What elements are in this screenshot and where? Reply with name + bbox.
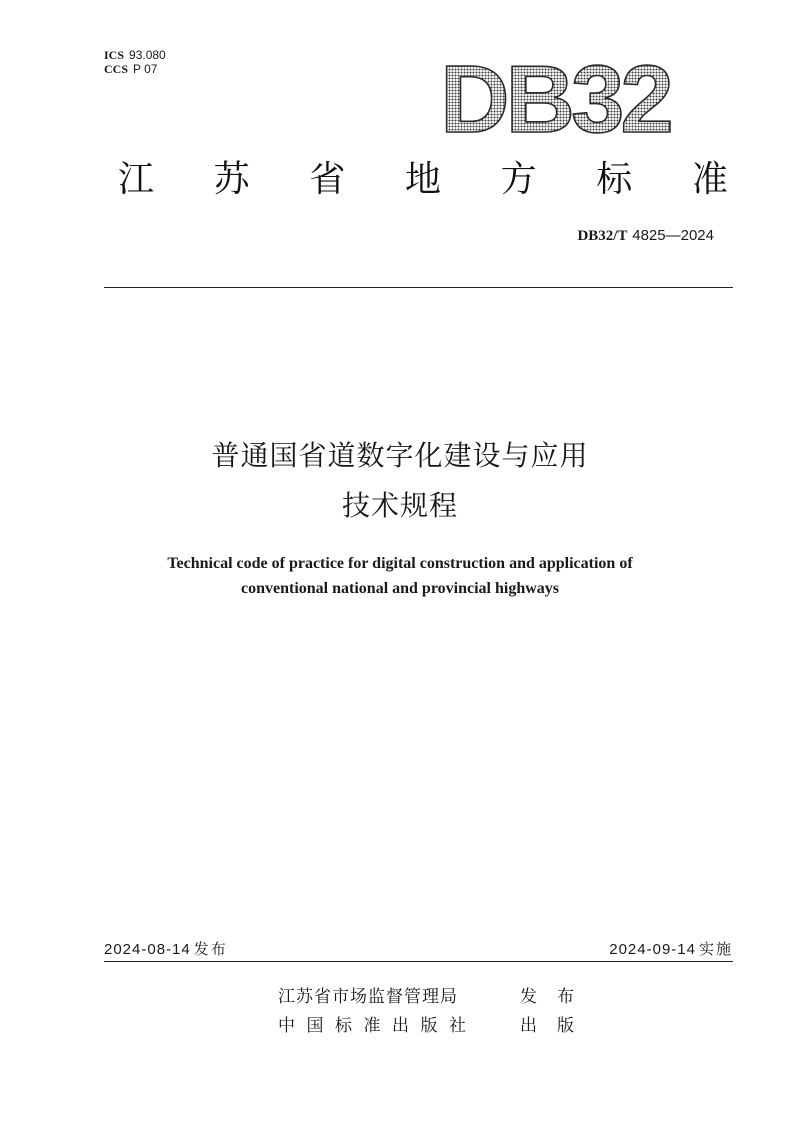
standard-type-char: 方 bbox=[500, 159, 537, 200]
standard-number-value: 4825—2024 bbox=[632, 227, 714, 244]
publisher-line bbox=[278, 1014, 594, 1038]
publisher-name: 中国标准出版社 bbox=[278, 1016, 478, 1036]
publish-date bbox=[104, 938, 228, 961]
standard-number-prefix: DB32/T bbox=[577, 228, 628, 244]
implement-date-label: 实施 bbox=[698, 940, 733, 958]
issuer-line bbox=[278, 985, 594, 1009]
implement-date bbox=[609, 938, 733, 961]
ics-code bbox=[104, 49, 166, 62]
standard-type-char: 标 bbox=[596, 159, 633, 200]
standard-type-char: 省 bbox=[309, 159, 346, 200]
publish-date-value: 2024-08-14 bbox=[104, 941, 191, 958]
ccs-label: CCS bbox=[104, 62, 129, 76]
ics-label: ICS bbox=[104, 48, 125, 62]
header-divider bbox=[104, 287, 733, 288]
standard-type-char: 准 bbox=[691, 159, 728, 200]
document-title-zh-line2: 技术规程 bbox=[341, 489, 458, 522]
db32-logo-text: DB32 bbox=[440, 50, 670, 145]
standard-type-char: 苏 bbox=[213, 159, 250, 200]
implement-date-value: 2024-09-14 bbox=[609, 941, 696, 958]
standard-type-char: 地 bbox=[404, 159, 441, 200]
ccs-code bbox=[104, 63, 157, 76]
standard-type-title bbox=[118, 158, 728, 202]
document-title-zh-line1: 普通国省道数字化建设与应用 bbox=[211, 439, 589, 472]
db32-logo-icon bbox=[430, 50, 680, 145]
issuer-name: 江苏省市场监督管理局 bbox=[278, 987, 458, 1007]
ics-value: 93.080 bbox=[129, 48, 166, 62]
ccs-value: P 07 bbox=[133, 62, 158, 76]
document-title-en-line1: Technical code of practice for digital construction and application of bbox=[167, 555, 633, 572]
issuer-role: 发布 bbox=[520, 987, 594, 1007]
publisher-role: 出版 bbox=[520, 1016, 594, 1036]
standard-number bbox=[577, 226, 714, 245]
standard-type-char: 江 bbox=[118, 159, 155, 200]
publish-date-label: 发布 bbox=[193, 940, 228, 958]
document-title-en-line2: conventional national and provincial highways bbox=[241, 580, 559, 597]
footer-divider bbox=[104, 961, 733, 962]
